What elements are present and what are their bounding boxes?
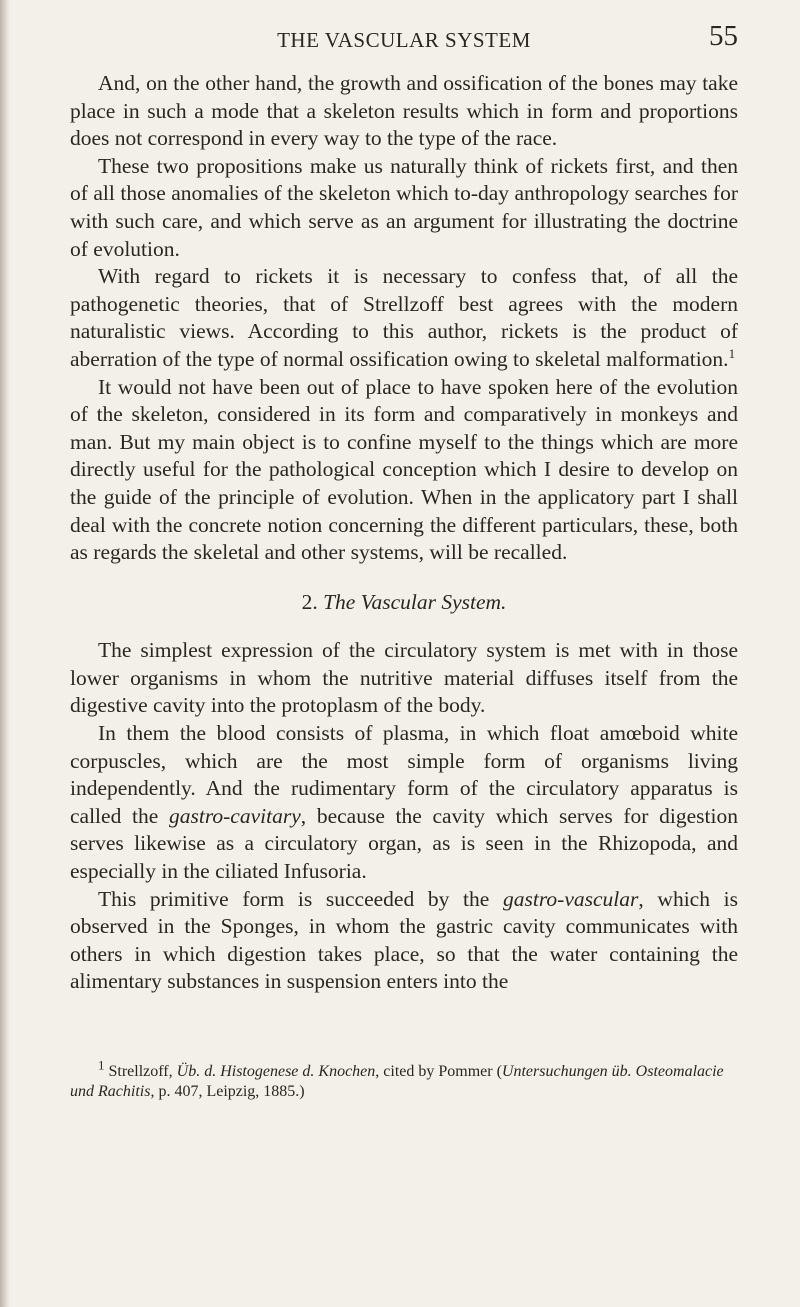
footnote-cited-work: Untersuchungen üb. Osteomalacie und Rachitis [70,1063,724,1100]
footnotes [70,1057,738,1102]
page-number: 55 [709,20,738,52]
paragraph: These two propositions make us naturally think of rickets first, and then of all those anomalies of the skeleton which to-day anthropology searches for with such care, and which serve as an argument for illustrating the doctrine of evolution. [70,153,738,261]
paragraph [70,263,738,373]
paragraph [70,720,738,886]
paragraph: The simplest expression of the circulatory system is met with in those lower organisms in whom the nutritive material diffuses itself from the digestive cavity into the protoplasm of the body. [70,638,738,718]
paragraph: And, on the other hand, the growth and ossification of the bones may take place in such a mode that a skeleton results which in form and proportions does not correspond in every way to the type of the race. [70,71,738,151]
paragraph-text: , because the cavity which serves for digestion serves likewise as a circulatory organ, as is seen in the Rhizopoda, and especially in the ciliated Infusoria. [70,803,738,884]
paragraph-text: , which is observed in the Sponges, in whom the gastric cavity communicates with others in which digestion takes place, so that the water containing the alimentary substances in suspension enters into the [70,886,738,994]
paragraph-text: With regard to rickets it is necessary to confess that, of all the pathogenetic theories, that of Strellzoff best agrees with the modern naturalistic views. According to this author, rickets is the product of aberration of the type of normal ossification owing to skeletal malformation. [70,264,738,371]
running-head: THE VASCULAR SYSTEM [277,28,531,52]
footnote-work-title: Üb. d. Histogenese d. Knochen [176,1063,376,1080]
paragraph-text: This primitive form is succeeded by the [98,886,503,911]
section-title: The Vascular System. [323,589,507,614]
body-text [70,70,738,996]
paragraph: It would not have been out of place to have spoken here of the evolution of the skeleton, considered in its form and comparatively in monkeys and man. But my main object is to confine myself to the things which are more directly useful for the pathological conception which I desire to develop on the guide of the principle of evolution. When in the applicatory part I shall deal with the concrete notion concerning the different particulars, these, both as regards the skeletal and other systems, will be recalled. [70,374,738,565]
page-binding-edge [0,0,10,1307]
footnote [70,1057,738,1102]
section-number: 2. [301,589,318,614]
page-header [70,20,738,60]
paragraph-text: In them the blood consists of plasma, in which float amœboid white corpuscles, which are the most simple form of organisms living independently. And the rudimentary form of the circulatory apparatus is called the [70,721,738,828]
footnote-number: 1 [98,1057,105,1073]
footnote-text: , cited by Pommer ( [375,1063,502,1080]
paragraph [70,886,738,996]
term-gastro-cavitary: gastro-cavitary [168,803,301,828]
footnote-text: , p. 407, Leipzig, 1885.) [150,1083,305,1100]
section-heading [70,589,738,617]
footnote-author: Strellzoff, [108,1063,177,1080]
term-gastro-vascular: gastro-vascular [503,886,639,911]
footnote-marker: 1 [728,345,736,361]
